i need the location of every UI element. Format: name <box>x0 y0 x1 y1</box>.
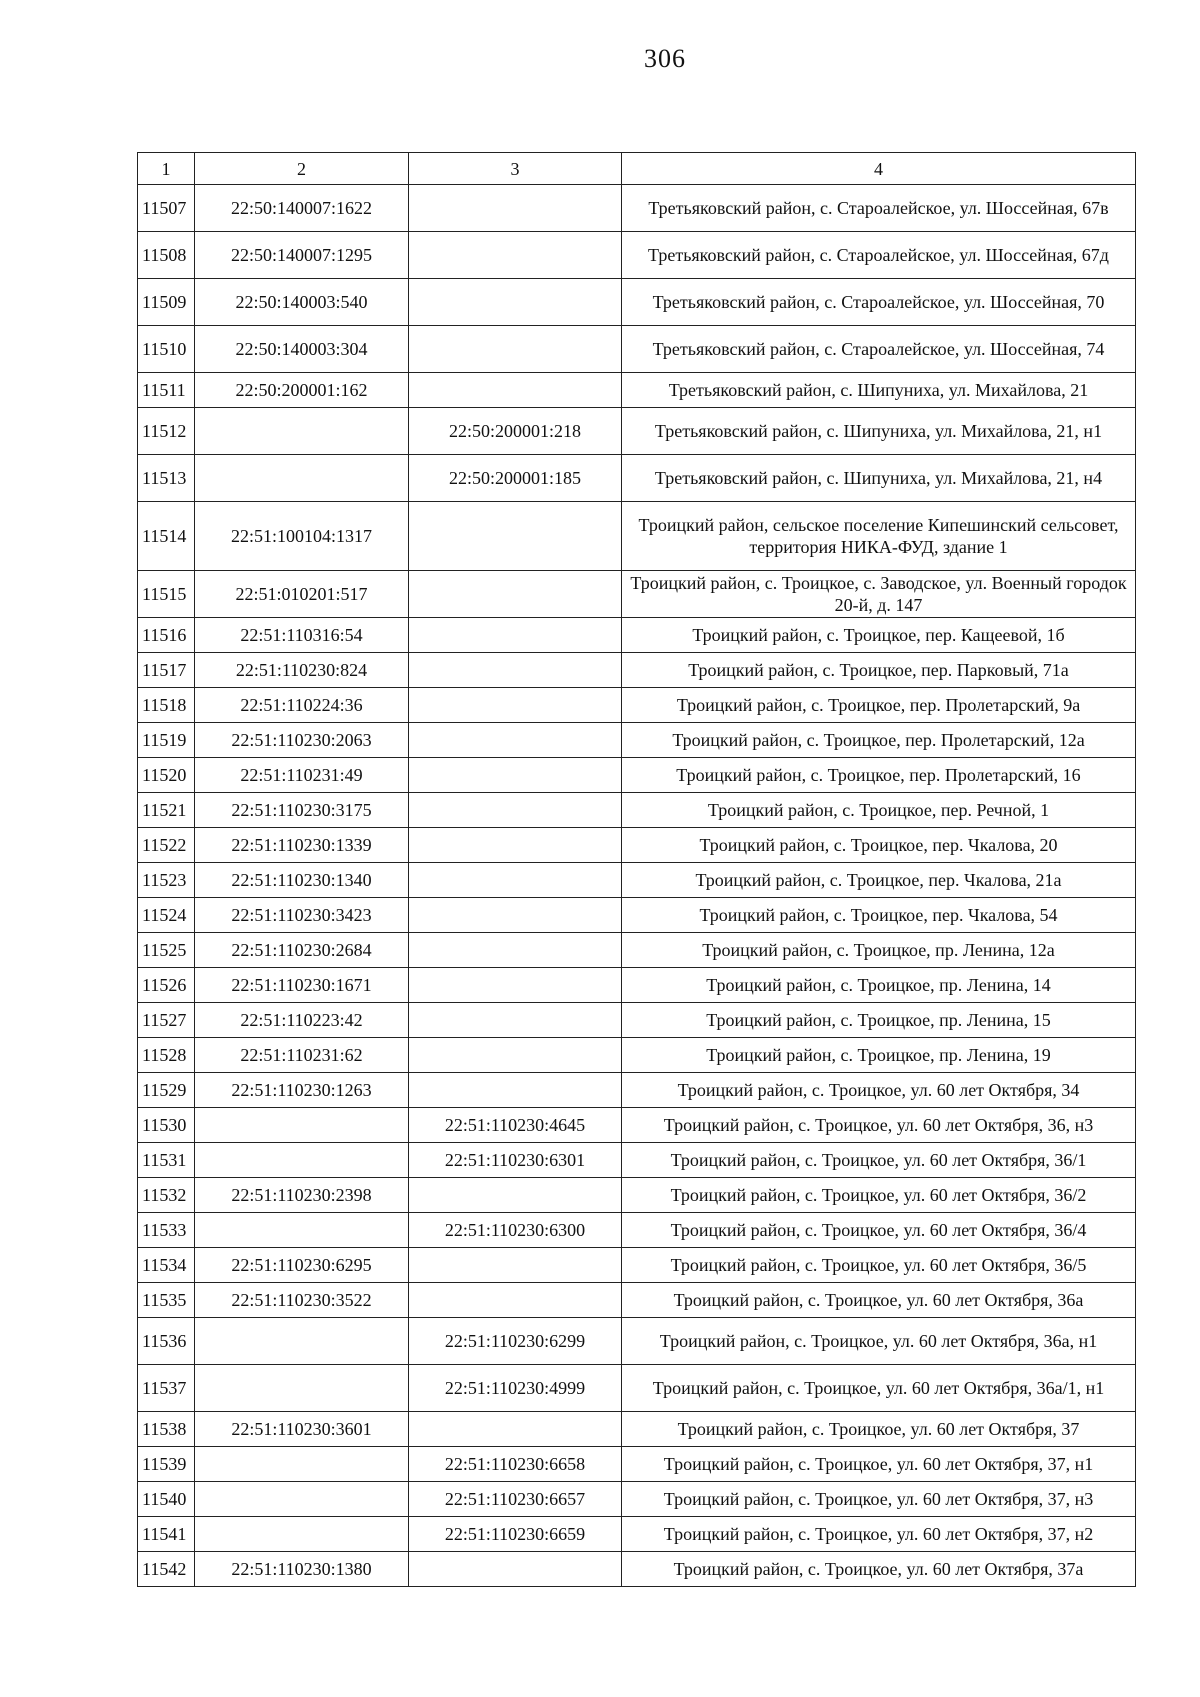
row-number-cell: 11536 <box>138 1318 195 1365</box>
cadastral-number-cell: 22:51:110230:2398 <box>195 1178 409 1213</box>
row-number-cell: 11509 <box>138 279 195 326</box>
table-row <box>138 1178 1136 1213</box>
cadastral-number-cell: 22:51:110230:2063 <box>195 723 409 758</box>
address-cell: Троицкий район, с. Троицкое, ул. 60 лет Октября, 37, н2 <box>622 1517 1136 1552</box>
row-number-cell: 11521 <box>138 793 195 828</box>
page-number: 306 <box>644 44 686 73</box>
address-cell: Троицкий район, с. Троицкое, ул. 60 лет Октября, 37, н3 <box>622 1482 1136 1517</box>
address-cell: Троицкий район, с. Троицкое, ул. 60 лет Октября, 34 <box>622 1073 1136 1108</box>
cadastral-number-alt-cell <box>409 723 622 758</box>
row-number-cell: 11538 <box>138 1412 195 1447</box>
address-cell: Троицкий район, с. Троицкое, ул. 60 лет Октября, 36/5 <box>622 1248 1136 1283</box>
address-cell: Троицкий район, с. Троицкое, пр. Ленина, 15 <box>622 1003 1136 1038</box>
cadastral-number-alt-cell <box>409 863 622 898</box>
address-cell: Троицкий район, с. Троицкое, ул. 60 лет Октября, 36/1 <box>622 1143 1136 1178</box>
table-row <box>138 863 1136 898</box>
column-header-1: 1 <box>138 153 195 185</box>
table-row <box>138 326 1136 373</box>
address-cell: Троицкий район, с. Троицкое, ул. 60 лет Октября, 36а <box>622 1283 1136 1318</box>
table-row <box>138 455 1136 502</box>
address-cell: Троицкий район, с. Троицкое, пер. Кащеевой, 1б <box>622 618 1136 653</box>
cadastral-number-alt-cell <box>409 968 622 1003</box>
cadastral-number-cell <box>195 1517 409 1552</box>
table-row <box>138 968 1136 1003</box>
cadastral-number-cell: 22:51:110230:3522 <box>195 1283 409 1318</box>
address-cell: Троицкий район, с. Троицкое, пер. Чкалова, 20 <box>622 828 1136 863</box>
cadastral-number-alt-cell: 22:51:110230:4999 <box>409 1365 622 1412</box>
address-cell: Троицкий район, с. Троицкое, пр. Ленина, 19 <box>622 1038 1136 1073</box>
row-number-cell: 11535 <box>138 1283 195 1318</box>
cadastral-number-cell: 22:50:140007:1295 <box>195 232 409 279</box>
cadastral-number-alt-cell <box>409 1412 622 1447</box>
row-number-cell: 11530 <box>138 1108 195 1143</box>
row-number-cell: 11517 <box>138 653 195 688</box>
row-number-cell: 11513 <box>138 455 195 502</box>
address-cell: Троицкий район, с. Троицкое, с. Заводское, ул. Военный городок 20-й, д. 147 <box>622 571 1136 618</box>
table-row <box>138 502 1136 571</box>
row-number-cell: 11507 <box>138 185 195 232</box>
cadastral-number-alt-cell <box>409 502 622 571</box>
address-cell: Троицкий район, с. Троицкое, пер. Чкалова, 21а <box>622 863 1136 898</box>
row-number-cell: 11541 <box>138 1517 195 1552</box>
cadastral-number-alt-cell: 22:50:200001:185 <box>409 455 622 502</box>
row-number-cell: 11534 <box>138 1248 195 1283</box>
cadastral-number-alt-cell <box>409 898 622 933</box>
cadastral-number-cell: 22:51:110224:36 <box>195 688 409 723</box>
cadastral-number-alt-cell: 22:51:110230:6301 <box>409 1143 622 1178</box>
row-number-cell: 11511 <box>138 373 195 408</box>
cadastral-number-alt-cell <box>409 1552 622 1587</box>
cadastral-number-cell: 22:51:110230:1263 <box>195 1073 409 1108</box>
cadastral-number-alt-cell: 22:51:110230:6299 <box>409 1318 622 1365</box>
address-cell: Троицкий район, с. Троицкое, ул. 60 лет Октября, 37, н1 <box>622 1447 1136 1482</box>
address-cell: Третьяковский район, с. Староалейское, ул. Шоссейная, 70 <box>622 279 1136 326</box>
cadastral-number-alt-cell <box>409 1038 622 1073</box>
table-row <box>138 1318 1136 1365</box>
row-number-cell: 11540 <box>138 1482 195 1517</box>
cadastral-number-cell: 22:50:200001:162 <box>195 373 409 408</box>
cadastral-number-cell <box>195 1365 409 1412</box>
cadastral-number-alt-cell <box>409 1003 622 1038</box>
cadastral-number-cell <box>195 1318 409 1365</box>
column-header-3: 3 <box>409 153 622 185</box>
table-row <box>138 1003 1136 1038</box>
row-number-cell: 11520 <box>138 758 195 793</box>
row-number-cell: 11519 <box>138 723 195 758</box>
cadastral-number-cell: 22:51:010201:517 <box>195 571 409 618</box>
table-row <box>138 1412 1136 1447</box>
header-row <box>138 153 1136 185</box>
column-header-2: 2 <box>195 153 409 185</box>
cadastral-number-cell: 22:51:110230:2684 <box>195 933 409 968</box>
address-cell: Троицкий район, с. Троицкое, ул. 60 лет Октября, 36/4 <box>622 1213 1136 1248</box>
cadastral-number-alt-cell <box>409 279 622 326</box>
address-cell: Троицкий район, с. Троицкое, пер. Парковый, 71а <box>622 653 1136 688</box>
cadastral-number-cell <box>195 408 409 455</box>
cadastral-number-cell <box>195 1447 409 1482</box>
row-number-cell: 11531 <box>138 1143 195 1178</box>
address-cell: Третьяковский район, с. Староалейское, ул. Шоссейная, 67д <box>622 232 1136 279</box>
address-cell: Троицкий район, сельское поселение Кипешинский сельсовет, территория НИКА-ФУД, здание 1 <box>622 502 1136 571</box>
address-cell: Троицкий район, с. Троицкое, пер. Речной, 1 <box>622 793 1136 828</box>
address-cell: Третьяковский район, с. Шипуниха, ул. Михайлова, 21 <box>622 373 1136 408</box>
table-row <box>138 793 1136 828</box>
row-number-cell: 11518 <box>138 688 195 723</box>
row-number-cell: 11529 <box>138 1073 195 1108</box>
table-row <box>138 653 1136 688</box>
cadastral-number-alt-cell <box>409 688 622 723</box>
cadastral-number-alt-cell: 22:50:200001:218 <box>409 408 622 455</box>
row-number-cell: 11522 <box>138 828 195 863</box>
cadastral-number-alt-cell: 22:51:110230:4645 <box>409 1108 622 1143</box>
table-row <box>138 1552 1136 1587</box>
cadastral-number-cell: 22:50:140003:540 <box>195 279 409 326</box>
table-row <box>138 1213 1136 1248</box>
cadastral-number-cell: 22:51:100104:1317 <box>195 502 409 571</box>
cadastral-number-cell: 22:51:110230:1671 <box>195 968 409 1003</box>
table-row <box>138 1283 1136 1318</box>
table-row <box>138 185 1136 232</box>
row-number-cell: 11542 <box>138 1552 195 1587</box>
cadastral-number-cell <box>195 1482 409 1517</box>
cadastral-number-alt-cell: 22:51:110230:6659 <box>409 1517 622 1552</box>
cadastral-number-cell: 22:51:110316:54 <box>195 618 409 653</box>
table-row <box>138 1248 1136 1283</box>
address-cell: Троицкий район, с. Троицкое, пер. Пролетарский, 16 <box>622 758 1136 793</box>
cadastral-number-alt-cell <box>409 232 622 279</box>
address-cell: Троицкий район, с. Троицкое, ул. 60 лет Октября, 37 <box>622 1412 1136 1447</box>
cadastral-number-alt-cell <box>409 758 622 793</box>
cadastral-number-alt-cell <box>409 1178 622 1213</box>
row-number-cell: 11527 <box>138 1003 195 1038</box>
table-row <box>138 1447 1136 1482</box>
cadastral-number-alt-cell <box>409 1073 622 1108</box>
address-cell: Троицкий район, с. Троицкое, ул. 60 лет Октября, 37а <box>622 1552 1136 1587</box>
cadastral-number-cell <box>195 455 409 502</box>
row-number-cell: 11516 <box>138 618 195 653</box>
cadastral-number-alt-cell <box>409 571 622 618</box>
table-row <box>138 1482 1136 1517</box>
table-row <box>138 373 1136 408</box>
cadastral-number-cell <box>195 1143 409 1178</box>
address-cell: Троицкий район, с. Троицкое, пер. Пролетарский, 12а <box>622 723 1136 758</box>
row-number-cell: 11537 <box>138 1365 195 1412</box>
table-row <box>138 279 1136 326</box>
cadastral-number-cell: 22:51:110230:1380 <box>195 1552 409 1587</box>
table-row <box>138 1365 1136 1412</box>
table-row <box>138 618 1136 653</box>
cadastral-number-cell: 22:51:110231:62 <box>195 1038 409 1073</box>
address-cell: Третьяковский район, с. Староалейское, ул. Шоссейная, 74 <box>622 326 1136 373</box>
address-cell: Троицкий район, с. Троицкое, ул. 60 лет Октября, 36, н3 <box>622 1108 1136 1143</box>
table-row <box>138 1517 1136 1552</box>
cadastral-number-alt-cell <box>409 1283 622 1318</box>
address-cell: Троицкий район, с. Троицкое, пер. Пролетарский, 9а <box>622 688 1136 723</box>
cadastral-number-cell: 22:51:110231:49 <box>195 758 409 793</box>
cadastral-number-alt-cell <box>409 373 622 408</box>
table-row <box>138 723 1136 758</box>
address-cell: Троицкий район, с. Троицкое, ул. 60 лет Октября, 36/2 <box>622 1178 1136 1213</box>
row-number-cell: 11539 <box>138 1447 195 1482</box>
address-cell: Троицкий район, с. Троицкое, пер. Чкалова, 54 <box>622 898 1136 933</box>
cadastral-number-cell <box>195 1213 409 1248</box>
row-number-cell: 11514 <box>138 502 195 571</box>
table-row <box>138 688 1136 723</box>
address-cell: Троицкий район, с. Троицкое, ул. 60 лет Октября, 36а/1, н1 <box>622 1365 1136 1412</box>
address-cell: Третьяковский район, с. Староалейское, ул. Шоссейная, 67в <box>622 185 1136 232</box>
table-row <box>138 232 1136 279</box>
cadastral-number-alt-cell: 22:51:110230:6657 <box>409 1482 622 1517</box>
address-cell: Троицкий район, с. Троицкое, ул. 60 лет Октября, 36а, н1 <box>622 1318 1136 1365</box>
cadastral-number-alt-cell: 22:51:110230:6658 <box>409 1447 622 1482</box>
row-number-cell: 11510 <box>138 326 195 373</box>
cadastral-number-alt-cell <box>409 1248 622 1283</box>
address-cell: Третьяковский район, с. Шипуниха, ул. Михайлова, 21, н1 <box>622 408 1136 455</box>
row-number-cell: 11512 <box>138 408 195 455</box>
address-cell: Троицкий район, с. Троицкое, пр. Ленина, 14 <box>622 968 1136 1003</box>
cadastral-number-alt-cell <box>409 653 622 688</box>
cadastral-number-alt-cell <box>409 326 622 373</box>
table-row <box>138 933 1136 968</box>
cadastral-number-alt-cell: 22:51:110230:6300 <box>409 1213 622 1248</box>
row-number-cell: 11528 <box>138 1038 195 1073</box>
cadastral-number-cell <box>195 1108 409 1143</box>
table-row <box>138 1073 1136 1108</box>
row-number-cell: 11525 <box>138 933 195 968</box>
cadastral-number-cell: 22:51:110230:3175 <box>195 793 409 828</box>
address-cell: Троицкий район, с. Троицкое, пр. Ленина, 12а <box>622 933 1136 968</box>
column-header-4: 4 <box>622 153 1136 185</box>
cadastral-number-cell: 22:50:140007:1622 <box>195 185 409 232</box>
cadastral-number-cell: 22:51:110230:1339 <box>195 828 409 863</box>
cadastral-number-cell: 22:51:110230:1340 <box>195 863 409 898</box>
cadastral-number-alt-cell <box>409 793 622 828</box>
cadastral-number-cell: 22:50:140003:304 <box>195 326 409 373</box>
cadastral-number-cell: 22:51:110230:3423 <box>195 898 409 933</box>
registry-table <box>137 152 1136 1587</box>
cadastral-number-alt-cell <box>409 185 622 232</box>
cadastral-number-alt-cell <box>409 933 622 968</box>
cadastral-number-alt-cell <box>409 828 622 863</box>
row-number-cell: 11533 <box>138 1213 195 1248</box>
table-body <box>138 185 1136 1587</box>
table-row <box>138 828 1136 863</box>
table-row <box>138 898 1136 933</box>
cadastral-number-cell: 22:51:110230:824 <box>195 653 409 688</box>
table-row <box>138 408 1136 455</box>
row-number-cell: 11515 <box>138 571 195 618</box>
address-cell: Третьяковский район, с. Шипуниха, ул. Михайлова, 21, н4 <box>622 455 1136 502</box>
table-row <box>138 571 1136 618</box>
row-number-cell: 11523 <box>138 863 195 898</box>
row-number-cell: 11508 <box>138 232 195 279</box>
table-row <box>138 1108 1136 1143</box>
table-row <box>138 1038 1136 1073</box>
cadastral-number-cell: 22:51:110223:42 <box>195 1003 409 1038</box>
cadastral-number-cell: 22:51:110230:6295 <box>195 1248 409 1283</box>
row-number-cell: 11526 <box>138 968 195 1003</box>
row-number-cell: 11532 <box>138 1178 195 1213</box>
table-row <box>138 1143 1136 1178</box>
table-row <box>138 758 1136 793</box>
row-number-cell: 11524 <box>138 898 195 933</box>
cadastral-number-alt-cell <box>409 618 622 653</box>
cadastral-number-cell: 22:51:110230:3601 <box>195 1412 409 1447</box>
table-header <box>138 153 1136 185</box>
